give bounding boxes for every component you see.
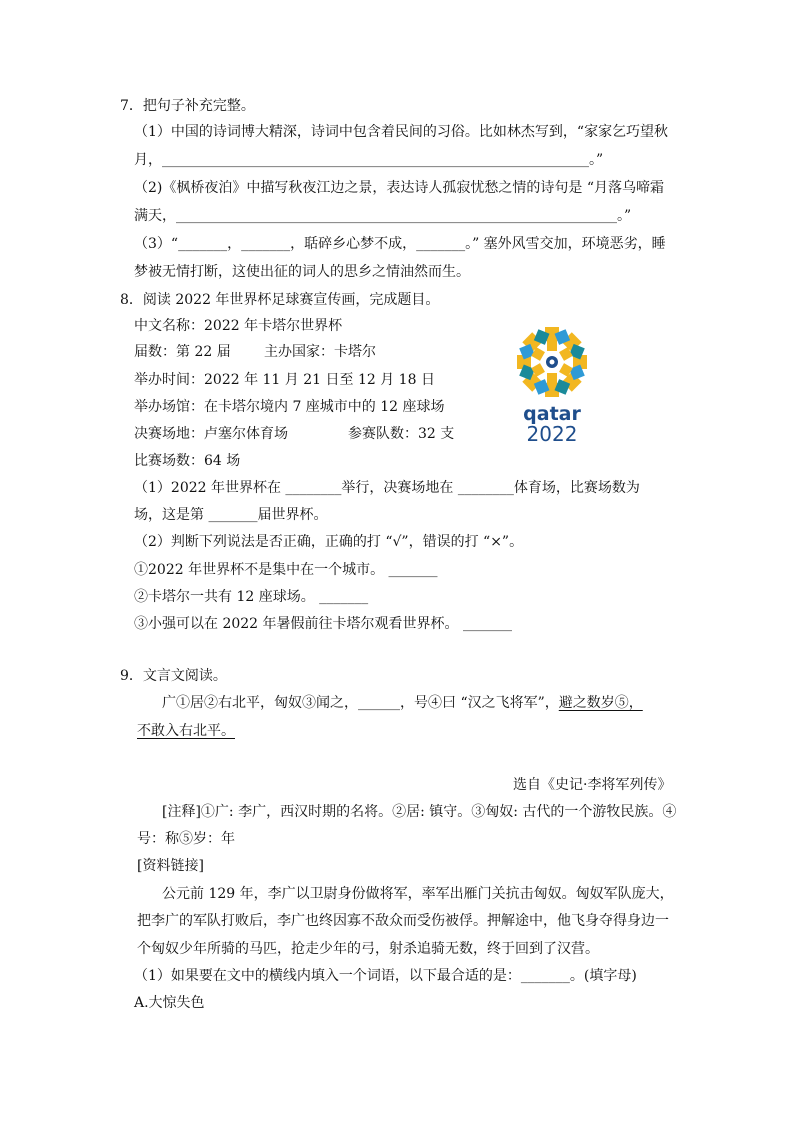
q8-judge-3: ③小强可以在 2022 年暑假前往卡塔尔观看世界杯。 _______ [134,616,512,632]
q8-info-edition: 届数：第 22 届 [134,344,231,360]
q9-material-line1: 公元前 129 年，李广以卫尉身份做将军，率军出雁门关抗击匈奴。匈奴军队庞大， [162,886,674,902]
q9-sub1-question: （1）如果要在文中的横线内填入一个词语，以下最合适的是：_______。(填字母) [134,968,637,984]
q8-info-venues: 举办场馆：在卡塔尔境内 7 座城市中的 12 座球场 [134,399,445,415]
q8-sub1-line1: （1）2022 年世界杯在 ________举行，决赛场地在 ________体育场，比赛场数为 [134,480,640,496]
logo-word: qatar [523,403,581,425]
q9-material-line3: 个匈奴少年所骑的马匹，抢走少年的弓，射杀追骑无数，终于回到了汉营。 [137,941,599,957]
q7-part2-line2: 满天，_______________________________________________________________。” [134,208,632,224]
q9-material-line2: 把李广的军队打败后，李广也终因寡不敌众而受伤被俘。押解途中，他飞身夺得身边一 [137,913,669,929]
q9-note-line1: [注释]①广: 李广，西汉时期的名将。②居: 镇守。③匈奴: 古代的一个游牧民族。④ [162,804,677,820]
q9-text-line1-underlined: 避之数岁⑤， [558,695,643,711]
q8-info-host: 主办国家：卡塔尔 [264,344,376,360]
q9-source: 选自《史记·李将军列传》 [513,777,672,793]
q8-sub2: （2）判断下列说法是否正确，正确的打 “√”，错误的打 “×”。 [134,534,524,550]
q7-part2-line1: （2)《枫桥夜泊》中描写秋夜江边之景，表达诗人孤寂忧愁之情的诗句是 “月落乌啼霜 [134,180,664,196]
q7-part1-line2: 月，_____________________________________________________________。” [134,152,604,168]
q9-title: 9．文言文阅读。 [120,668,227,684]
logo-year: 2022 [526,422,578,444]
q7-part3-line2: 梦被无情打断，这使出征的词人的思乡之情油然而生。 [134,264,470,280]
q8-info-time: 举办时间：2022 年 11 月 21 日至 12 月 18 日 [134,372,435,388]
q8-info-teams: 参赛队数：32 支 [348,426,455,442]
q9-text-line1-plain: 广①居②右北平，匈奴③闻之，______，号④曰 “汉之飞将军”， [162,695,559,711]
qatar-2022-logo [508,322,596,444]
logo-emblem [517,327,587,397]
q8-judge-1: ①2022 年世界杯不是集中在一个城市。 _______ [134,562,438,578]
q8-info-name: 中文名称：2022 年卡塔尔世界杯 [134,318,343,334]
q7-part1-line1: （1）中国的诗词博大精深，诗词中包含着民间的习俗。比如林杰写到，“家家乞巧望秋 [134,124,669,140]
q9-text-line2-underlined: 不敢入右北平。 [137,723,235,739]
q9-note-line2: 号：称⑤岁：年 [137,831,235,847]
q8-judge-2: ②卡塔尔一共有 12 座球场。 _______ [134,589,369,605]
q7-title: 7．把句子补充完整。 [120,98,255,114]
q9-text-line1 [162,693,643,713]
q8-title: 8．阅读 2022 年世界杯足球赛宣传画，完成题目。 [120,292,440,308]
q7-part3-line1: （3）“_______，_______，聒碎乡心梦不成，_______。” 塞外风雪交加，环境恶劣，睡 [134,236,666,252]
q8-sub1-line2: 场，这是第 _______届世界杯。 [134,507,328,523]
q9-option-a: A.大惊失色 [134,995,205,1011]
q8-info-matches: 比赛场数：64 场 [134,453,241,469]
q8-info-final-venue: 决赛场地：卢塞尔体育场 [134,426,288,442]
q9-material-link-heading: [资料链接] [137,858,204,874]
